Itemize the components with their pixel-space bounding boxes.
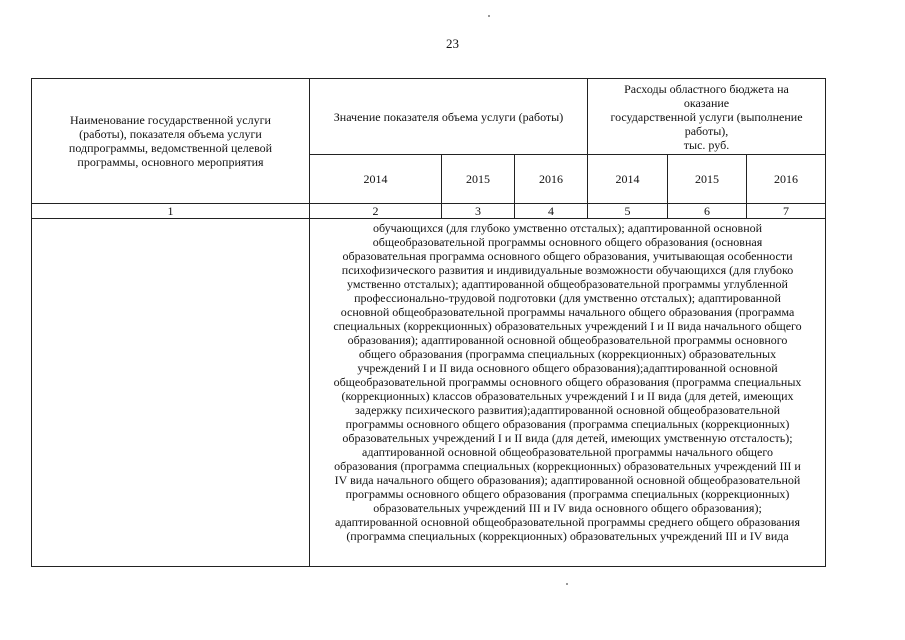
body-text-line: общеобразовательной программы основного общего образования (основная	[372, 235, 763, 249]
year-expense-2015: 2015	[668, 155, 747, 204]
body-text-line: обучающихся (для глубоко умственно отсталых); адаптированной основной	[372, 221, 763, 235]
body-text-line: адаптированной основной общеобразовательной программы начального общего	[362, 445, 773, 459]
body-name-cell	[32, 219, 310, 567]
body-text-line: профессионально-трудовой подготовки (для умственно отсталых); адаптированной	[354, 291, 781, 305]
budget-table	[31, 78, 826, 567]
body-text-line: (коррекционных) классов образовательных учреждений I и II вида (для детей, имеющих	[341, 389, 794, 403]
body-text-line: адаптированной основной общеобразовательной программы среднего общего образования	[335, 515, 800, 529]
column-number: 6	[668, 204, 747, 219]
header-service-name: Наименование государственной услуги (работы), показателя объема услуги подпрограммы, ведомственной целевой программы, основного мероприятия	[32, 79, 310, 204]
year-value-2014: 2014	[310, 155, 442, 204]
body-text-line: (программа специальных (коррекционных) образовательных учреждений III и IV вида	[346, 529, 789, 543]
header-indicator-value: Значение показателя объема услуги (работы)	[310, 79, 588, 155]
body-text-line: умственно отсталых); адаптированной общеобразовательной программы углубленной	[347, 277, 788, 291]
body-text-line: учреждений I и II вида основного общего образования);адаптированной основной	[357, 361, 778, 375]
scan-speck	[566, 583, 568, 585]
body-text-line: общеобразовательной программы основного общего образования (программа специальных	[333, 375, 802, 389]
body-text-line: образовательных учреждений I и II вида (для детей, имеющих умственную отсталость);	[342, 431, 793, 445]
body-text-line: образования); адаптированной основной общеобразовательной программы основного	[347, 333, 788, 347]
body-text-line: программы основного общего образования (программа специальных (коррекционных)	[345, 487, 790, 501]
year-expense-2014: 2014	[588, 155, 668, 204]
column-number: 4	[515, 204, 588, 219]
body-text-line: образования (программа специальных (коррекционных) образовательных учреждений III и	[334, 459, 801, 473]
body-text-line: задержку психического развития);адаптированной основной общеобразовательной	[354, 403, 781, 417]
column-number: 1	[32, 204, 310, 219]
header-row	[32, 79, 826, 155]
column-number: 7	[747, 204, 826, 219]
header-budget-expenses: Расходы областного бюджета на оказание государственной услуги (выполнение работы), тыс. руб.	[588, 79, 826, 155]
column-number: 5	[588, 204, 668, 219]
body-text-line: основной общеобразовательной программы начального общего образования (программа	[340, 305, 795, 319]
body-text-line: специальных (коррекционных) образовательных учреждений I и II вида начального общего	[333, 319, 802, 333]
year-expense-2016: 2016	[747, 155, 826, 204]
body-text-cell	[310, 219, 826, 567]
body-text-line: IV вида начального общего образования); адаптированной основной общеобразовательной	[334, 473, 801, 487]
body-row	[32, 219, 826, 567]
year-value-2016: 2016	[515, 155, 588, 204]
column-numbers-row	[32, 204, 826, 219]
body-text-line: образовательных учреждений III и IV вида основного общего образования);	[373, 501, 762, 515]
scan-speck	[488, 15, 490, 17]
year-value-2015: 2015	[442, 155, 515, 204]
column-number: 2	[310, 204, 442, 219]
body-text-line: программы основного общего образования (программа специальных (коррекционных)	[345, 417, 790, 431]
body-text-line: образовательная программа основного общего образования, учитывающая особенности	[342, 249, 793, 263]
page-number: 23	[446, 36, 459, 51]
column-number: 3	[442, 204, 515, 219]
body-text-line: психофизического развития и индивидуальные возможности обучающихся (для глубоко	[341, 263, 794, 277]
body-text-line: общего образования (программа специальных (коррекционных) образовательных	[358, 347, 777, 361]
